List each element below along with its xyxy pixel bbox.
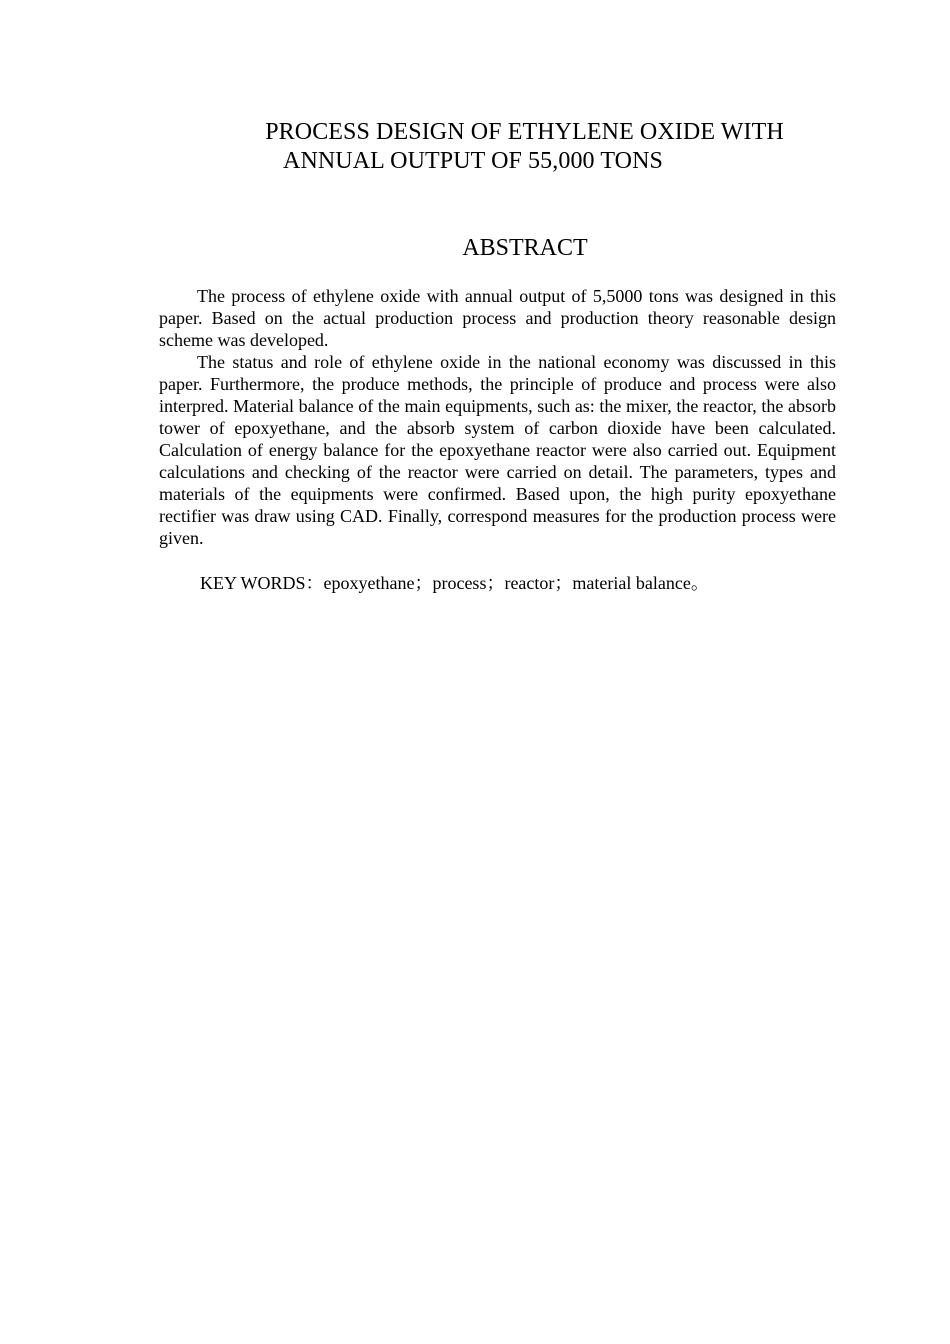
document-title	[0, 118, 950, 176]
title-line-1: PROCESS DESIGN OF ETHYLENE OXIDE WITH	[265, 119, 784, 145]
abstract-body	[159, 285, 836, 549]
title-line-2: ANNUAL OUTPUT OF 55,000 TONS	[283, 148, 663, 174]
abstract-heading: ABSTRACT	[462, 235, 588, 261]
abstract-paragraph-1: The process of ethylene oxide with annual output of 5,5000 tons was designed in this paper. Based on the actual production process and production theory reasonable design scheme was developed.	[159, 286, 836, 350]
keywords-line: KEY WORDS：epoxyethane；process；reactor；material balance。	[200, 573, 709, 593]
abstract-paragraph-2: The status and role of ethylene oxide in the national economy was discussed in this paper. Furthermore, the produce methods, the principle of produce and process were also interpred. Material balance of the main equipments, such as: the mixer, the reactor, the absorb tower of epoxyethane, and the absorb system of carbon dioxide have been calculated. Calculation of energy balance for the epoxyethane reactor were also carried out. Equipment calculations and checking of the reactor were carried on detail. The parameters, types and materials of the equipments were confirmed. Based upon, the high purity epoxyethane rectifier was draw using CAD. Finally, correspond measures for the production process were given.	[159, 352, 836, 548]
